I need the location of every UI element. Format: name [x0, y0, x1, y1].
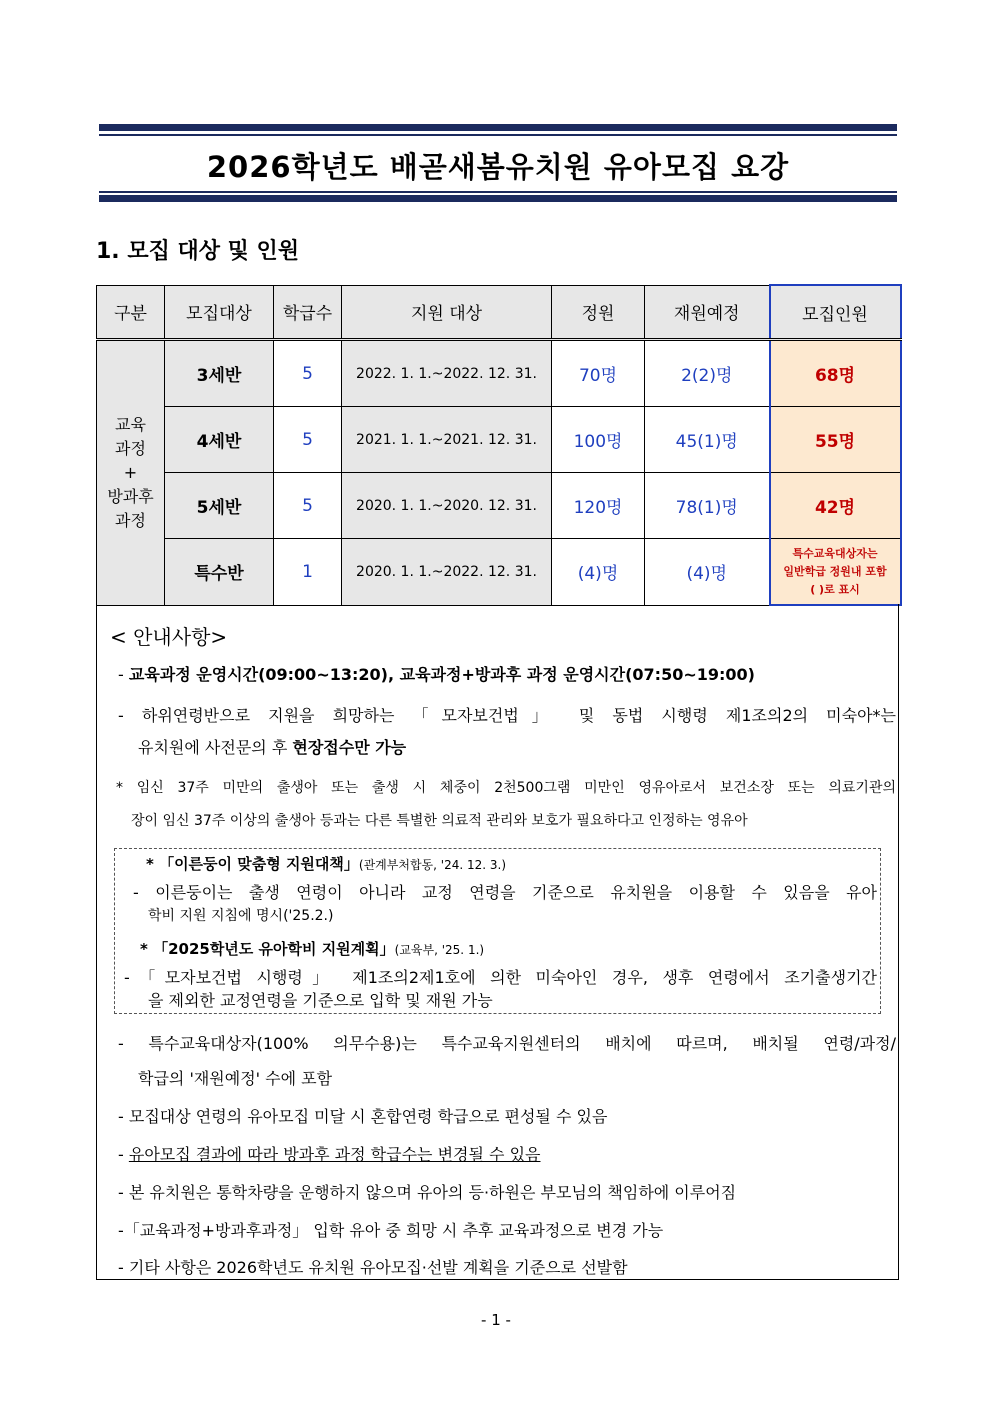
enrolled-cell: 2(2)명: [645, 340, 770, 407]
title-bar-top-thin: [99, 134, 897, 136]
notice-hours-text: 교육과정 운영시간(09:00~13:20), 교육과정+방과후 과정 운영시간(07:50~19:00): [128, 665, 755, 684]
notice-premature-line1: - 하위연령반으로 지원을 희망하는 「모자보건법」 및 동법 시행령 제1조의2의 미숙아*는: [118, 706, 896, 725]
table-row: [97, 340, 901, 407]
reference-item1-title: * 「이른둥이 맞춤형 지원대책」: [146, 855, 359, 873]
notice-footnote-line2: 장이 임신 37주 이상의 출생아 등과는 다른 특별한 의료적 관리와 보호가 필요하다고 인정하는 영유아: [131, 813, 748, 829]
section-heading: 1. 모집 대상 및 인원: [96, 239, 300, 264]
reference-item1-line1: - 이른둥이는 출생 연령이 아니라 교정 연령을 기준으로 유치원을 이용할 수 있음을 유아: [133, 883, 877, 902]
page-number: - 1 -: [481, 1311, 511, 1329]
recruit-note-cell: [770, 539, 901, 606]
capacity-cell: 100명: [552, 407, 645, 473]
category-line: 방과후: [107, 486, 154, 506]
notice-premature-line2: [138, 735, 406, 758]
table-row: [97, 407, 901, 473]
period-cell: 2020. 1. 1.~2020. 12. 31.: [342, 473, 552, 539]
header-capacity: 정원: [552, 285, 645, 340]
recruit-note-line: 특수교육대상자는: [792, 546, 878, 560]
recruit-cell: 68명: [770, 340, 901, 407]
reference-item2-source: (교육부, '25. 1.): [394, 943, 485, 957]
notice-mixed: - 모집대상 연령의 유아모집 미달 시 혼합연령 학급으로 편성될 수 있음: [118, 1107, 608, 1126]
recruit-note-line: 일반학급 정원내 포함: [783, 564, 887, 578]
notice-afterschool-line: [118, 1142, 541, 1165]
notice-footnote-line1: * 임신 37주 미만의 출생아 또는 출생 시 체중이 2천500그램 미만인 영유아로서 보건소장 또는 의료기관의: [116, 780, 896, 796]
capacity-cell: 70명: [552, 340, 645, 407]
reference-item2-title-line: [140, 938, 484, 959]
recruit-note-line: ( )로 표시: [810, 582, 860, 596]
recruit-cell: 55명: [770, 407, 901, 473]
category-line: +: [123, 462, 138, 482]
period-cell: 2020. 1. 1.~2022. 12. 31.: [342, 539, 552, 606]
reference-item1-source: (관계부처합동, '24. 12. 3.): [358, 858, 506, 872]
notice-hours-prefix: -: [118, 665, 129, 684]
capacity-cell: (4)명: [552, 539, 645, 606]
reference-item1-title-line: [146, 853, 506, 874]
period-cell: 2021. 1. 1.~2021. 12. 31.: [342, 407, 552, 473]
table-row: [97, 473, 901, 539]
group-cell: 3세반: [165, 340, 274, 407]
reference-item2-line2: 을 제외한 교정연령을 기준으로 입학 및 재원 가능: [148, 991, 493, 1010]
document-title: 2026학년도 배곧새봄유치원 유아모집 요강: [206, 150, 790, 184]
header-category: 구분: [97, 285, 165, 340]
notice-premature-text: 유치원에 사전문의 후: [138, 738, 293, 757]
notice-afterschool: 유아모집 결과에 따라 방과후 과정 학급수는 변경될 수 있음: [128, 1145, 541, 1164]
header-recruit: 모집인원: [770, 285, 901, 340]
title-bar-bottom-thin: [99, 191, 897, 193]
group-cell: 5세반: [165, 473, 274, 539]
category-cell: [97, 340, 165, 606]
notice-etc: - 기타 사항은 2026학년도 유치원 유아모집·선발 계획을 기준으로 선발함: [118, 1258, 628, 1277]
table-row: [97, 539, 901, 606]
notice-heading: < 안내사항>: [110, 625, 228, 649]
notice-hours: [118, 662, 755, 685]
category-line: 과정: [115, 438, 146, 458]
group-cell: 4세반: [165, 407, 274, 473]
notice-change: -「교육과정+방과후과정」 입학 유아 중 희망 시 추후 교육과정으로 변경 가능: [118, 1221, 664, 1240]
header-enrolled: 재원예정: [645, 285, 770, 340]
header-classes: 학급수: [274, 285, 342, 340]
classes-cell: 5: [274, 407, 342, 473]
title-bar-bottom-thick: [99, 195, 897, 202]
classes-cell: 1: [274, 539, 342, 606]
classes-cell: 5: [274, 340, 342, 407]
enrolled-cell: 45(1)명: [645, 407, 770, 473]
notice-special-line1: - 특수교육대상자(100% 의무수용)는 특수교육지원센터의 배치에 따르며, 배치될 연령/과정/: [118, 1034, 896, 1053]
notice-premature-emphasis: 현장접수만 가능: [292, 738, 407, 757]
header-target: 모집대상: [165, 285, 274, 340]
header-period: 지원 대상: [342, 285, 552, 340]
reference-item1-line2: 학비 지원 지침에 명시('25.2.): [148, 908, 334, 924]
notice-afterschool-prefix: -: [118, 1145, 129, 1164]
title-bar-top-thick: [99, 124, 897, 131]
notice-bus: - 본 유치원은 통학차량을 운행하지 않으며 유아의 등·하원은 부모님의 책임하에 이루어짐: [118, 1183, 737, 1202]
group-cell: 특수반: [165, 539, 274, 606]
table-header-row: [97, 285, 901, 340]
period-cell: 2022. 1. 1.~2022. 12. 31.: [342, 340, 552, 407]
recruit-cell: 42명: [770, 473, 901, 539]
recruitment-table: [96, 284, 902, 606]
classes-cell: 5: [274, 473, 342, 539]
category-line: 과정: [115, 510, 146, 530]
category-line: 교육: [115, 414, 146, 434]
enrolled-cell: (4)명: [645, 539, 770, 606]
capacity-cell: 120명: [552, 473, 645, 539]
reference-item2-title: * 「2025학년도 유아학비 지원계획」: [140, 940, 395, 958]
reference-item2-line1: -「모자보건법 시행령」 제1조의2제1호에 의한 미숙아인 경우, 생후 연령에서 조기출생기간: [124, 968, 877, 987]
notice-special-line2: 학급의 '재원예정' 수에 포함: [138, 1069, 333, 1088]
enrolled-cell: 78(1)명: [645, 473, 770, 539]
